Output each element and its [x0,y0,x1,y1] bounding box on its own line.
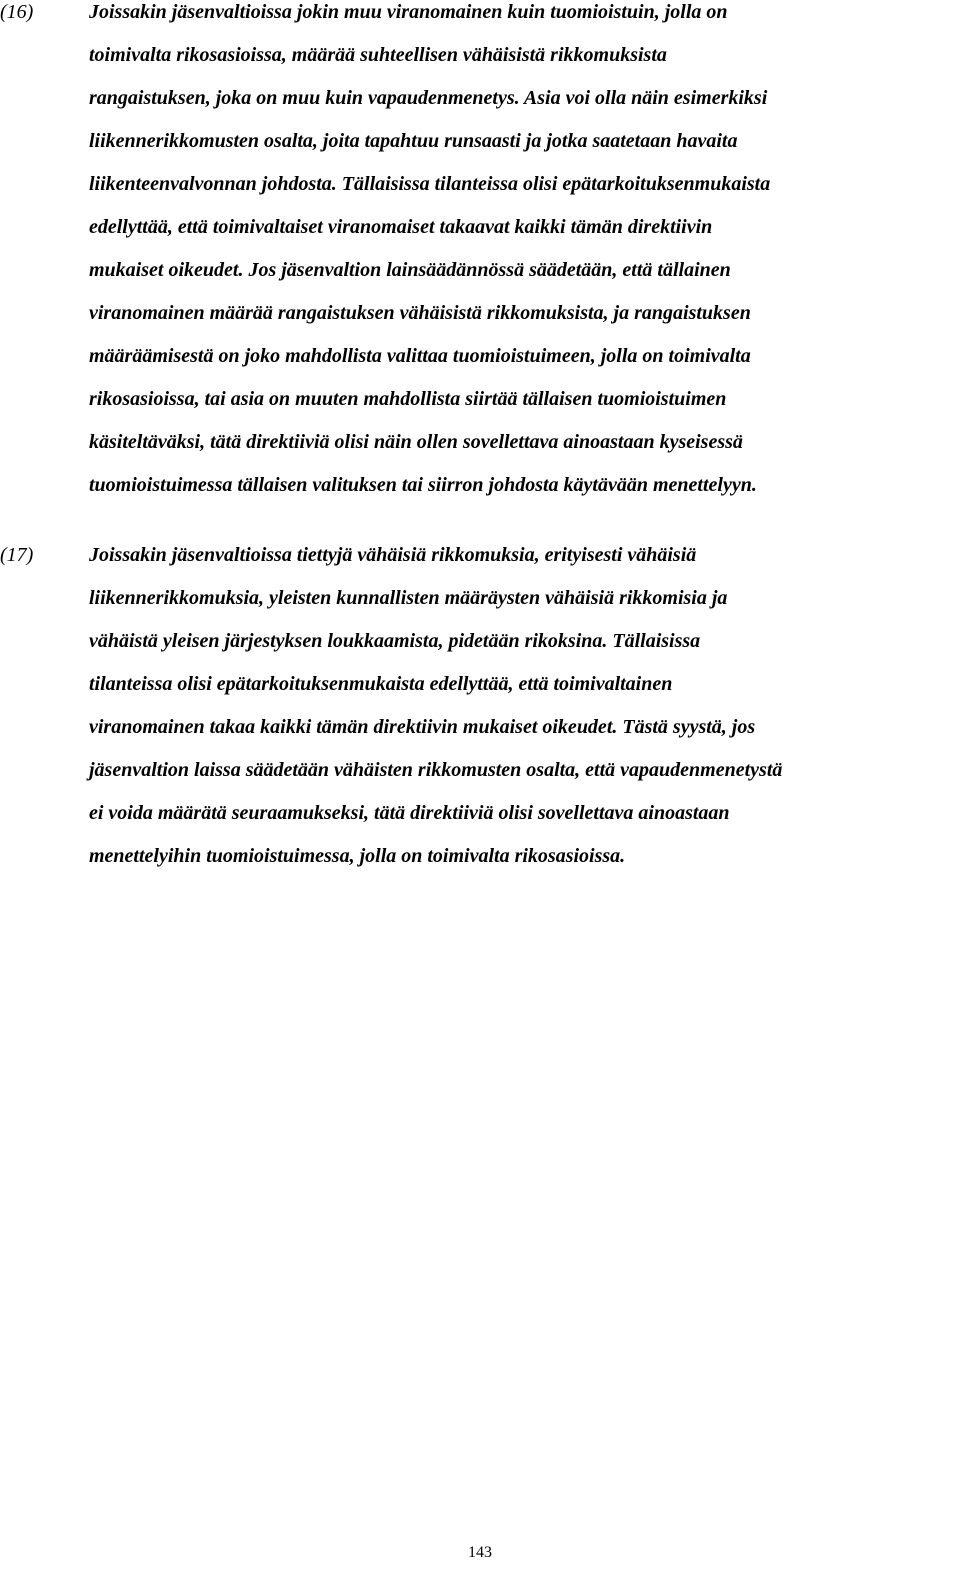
text-line: viranomainen määrää rangaistuksen vähäisistä rikkomuksista, ja rangaistuksen [89,302,751,324]
page-number: 143 [468,1544,492,1561]
text-line: rangaistuksen, joka on muu kuin vapaudenmenetys. Asia voi olla näin esimerkiksi [89,87,768,109]
text-line: määräämisestä on joko mahdollista valittaa tuomioistuimeen, jolla on toimivalta [89,345,751,367]
text-line: tuomioistuimessa tällaisen valituksen tai siirron johdosta käytävään menettelyyn. [89,474,757,496]
recital-text [89,0,960,507]
text-line: liikennerikkomusten osalta, joita tapahtuu runsaasti ja jotka saatetaan havaita [89,130,738,152]
text-line: ei voida määrätä seuraamukseksi, tätä direktiiviä olisi sovellettava ainoastaan [89,802,730,824]
text-line: viranomainen takaa kaikki tämän direktiivin mukaiset oikeudet. Tästä syystä, jos [89,716,756,738]
recital-text [89,534,960,878]
text-line: menettelyihin tuomioistuimessa, jolla on toimivalta rikosasioissa. [89,845,626,867]
recital-number: (16) [0,1,34,23]
text-line: Joissakin jäsenvaltioissa tiettyjä vähäisiä rikkomuksia, erityisesti vähäisiä [89,544,697,566]
text-line: käsiteltäväksi, tätä direktiiviä olisi näin ollen sovellettava ainoastaan kyseisessä [89,431,743,453]
text-line: liikenteenvalvonnan johdosta. Tällaisissa tilanteissa olisi epätarkoituksenmukaista [89,173,771,195]
text-line: liikennerikkomuksia, yleisten kunnallisten määräysten vähäisiä rikkomisia ja [89,587,728,609]
text-line: mukaiset oikeudet. Jos jäsenvaltion lainsäädännössä säädetään, että tällainen [89,259,731,281]
text-line: edellyttää, että toimivaltaiset viranomaiset takaavat kaikki tämän direktiivin [89,216,713,238]
text-line: rikosasioissa, tai asia on muuten mahdollista siirtää tällaisen tuomioistuimen [89,388,727,410]
text-line: tilanteissa olisi epätarkoituksenmukaista edellyttää, että toimivaltainen [89,673,673,695]
text-line: toimivalta rikosasioissa, määrää suhteellisen vähäisistä rikkomuksista [89,44,667,66]
text-line: jäsenvaltion laissa säädetään vähäisten rikkomusten osalta, että vapaudenmenetystä [89,759,783,781]
recital-number: (17) [0,544,34,566]
text-line: Joissakin jäsenvaltioissa jokin muu viranomainen kuin tuomioistuin, jolla on [89,1,728,23]
text-line: vähäistä yleisen järjestyksen loukkaamista, pidetään rikoksina. Tällaisissa [89,630,701,652]
